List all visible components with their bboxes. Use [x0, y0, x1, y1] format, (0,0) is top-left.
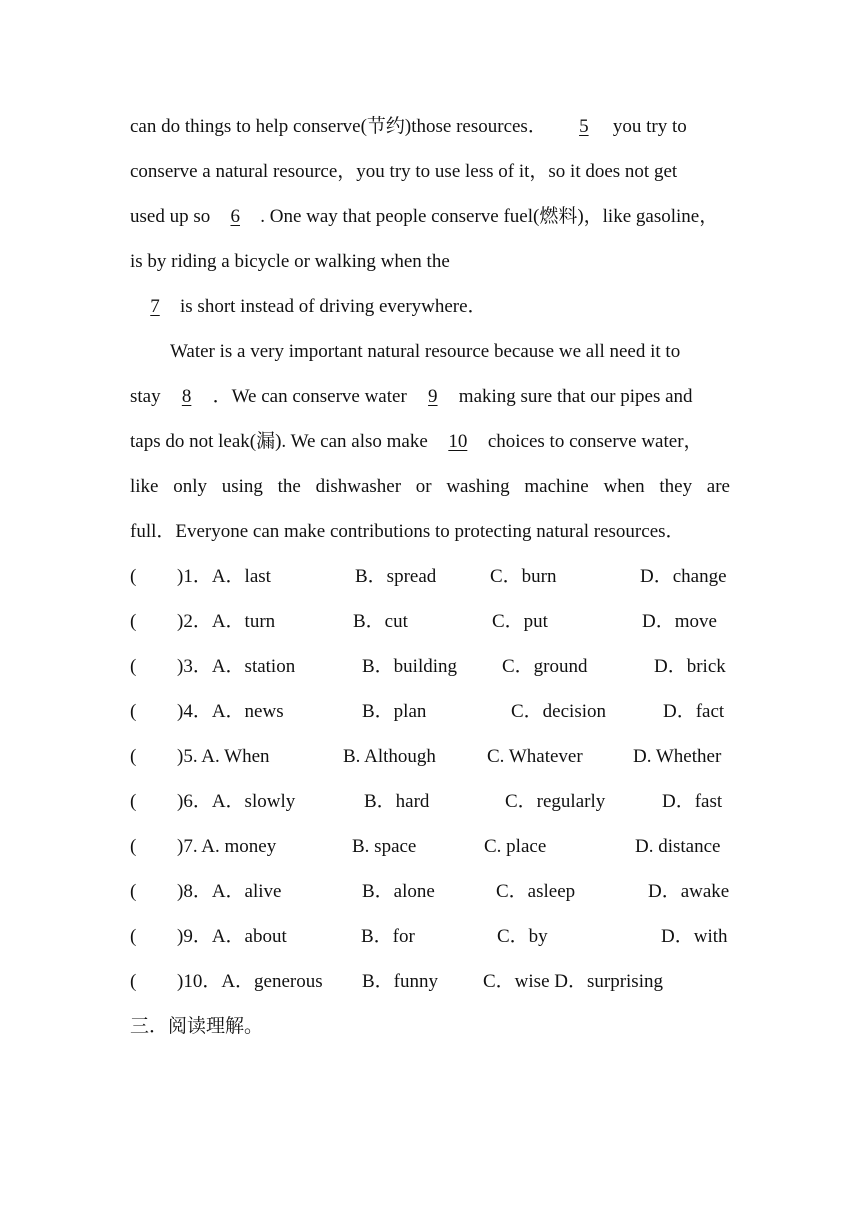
passage-text: is short instead of driving everywhere． — [180, 296, 487, 317]
option-a: )5. A. When — [177, 746, 270, 767]
passage-text: is by riding a bicycle or walking when the — [130, 251, 450, 272]
passage-line — [130, 294, 730, 320]
option-b: B．cut — [353, 611, 408, 632]
option-b: B．for — [361, 926, 415, 947]
blank-9: 9 — [428, 386, 438, 407]
option-d: D. Whether — [633, 746, 722, 767]
option-a: )8．A．alive — [177, 881, 282, 902]
option-d: D. distance — [635, 836, 721, 857]
option-a: )1．A．last — [177, 566, 271, 587]
option-a: )6．A．slowly — [177, 791, 296, 812]
answer-paren: ( — [130, 701, 137, 722]
option-c: C．decision — [511, 701, 606, 722]
option-b: B. Although — [343, 746, 436, 767]
answer-paren: ( — [130, 791, 137, 812]
option-d: D．change — [640, 566, 727, 587]
option-d: D．fast — [662, 791, 723, 812]
option-c: C. Whatever — [487, 746, 583, 767]
passage-line — [130, 474, 730, 500]
option-a: )7. A. money — [177, 836, 277, 857]
passage-line — [130, 384, 730, 410]
option-c: C．by — [497, 926, 548, 947]
passage-text: choices to conserve water， — [487, 431, 703, 452]
option-b: B．hard — [364, 791, 430, 812]
option-d: D．with — [661, 926, 728, 947]
passage-text: full．Everyone can make contributions to protecting natural resources． — [130, 521, 685, 542]
option-c: C．regularly — [505, 791, 606, 812]
option-d: D．move — [642, 611, 717, 632]
option-b: B．funny — [362, 971, 439, 992]
option-c: C．asleep — [496, 881, 576, 902]
option-a: )3．A．station — [177, 656, 296, 677]
blank-5: 5 — [579, 116, 589, 137]
answer-paren: ( — [130, 971, 137, 992]
option-b: B．alone — [362, 881, 435, 902]
answer-paren: ( — [130, 926, 137, 947]
answer-paren: ( — [130, 611, 137, 632]
passage-text: used up so — [130, 206, 211, 227]
passage-text: can do things to help conserve(节约)those resources． — [130, 116, 547, 137]
passage-line — [130, 114, 730, 140]
passage-line — [130, 204, 730, 230]
blank-10: 10 — [448, 431, 468, 452]
option-a: )10．A．generous — [177, 971, 323, 992]
answer-paren: ( — [130, 566, 137, 587]
section-heading: 三．阅读理解。 — [130, 1016, 264, 1037]
passage-line — [130, 519, 730, 545]
passage-text: you try to — [612, 116, 687, 137]
option-b: B. space — [352, 836, 417, 857]
option-c: C．ground — [502, 656, 588, 677]
option-d: D．brick — [654, 656, 726, 677]
answer-paren: ( — [130, 656, 137, 677]
passage-text: making sure that our pipes and — [458, 386, 693, 407]
option-d: D．fact — [663, 701, 725, 722]
passage-text: taps do not leak(漏). We can also make — [130, 431, 428, 452]
option-a: )9．A．about — [177, 926, 287, 947]
answer-paren: ( — [130, 836, 137, 857]
passage-line — [130, 249, 730, 275]
option-d: D．awake — [648, 881, 730, 902]
passage-text: . One way that people conserve fuel(燃料)，like gasoline， — [260, 206, 719, 227]
option-c: C．put — [492, 611, 548, 632]
passage-text: stay — [130, 386, 161, 407]
passage-text: like only using the dishwasher or washing machine when they are — [130, 476, 730, 497]
option-b: B．building — [362, 656, 458, 677]
option-c: C. place — [484, 836, 547, 857]
option-c: C．wise D．surprising — [483, 971, 663, 992]
passage-line — [130, 429, 730, 455]
passage-text: ．We can conserve water — [212, 386, 407, 407]
option-b: B．plan — [362, 701, 427, 722]
option-a: )2．A．turn — [177, 611, 276, 632]
passage-text: conserve a natural resource，you try to use less of it，so it does not get — [130, 161, 678, 182]
blank-6: 6 — [230, 206, 240, 227]
blank-8: 8 — [181, 386, 192, 407]
passage-line — [170, 339, 730, 365]
answer-paren: ( — [130, 746, 137, 767]
option-a: )4．A．news — [177, 701, 284, 722]
option-b: B．spread — [355, 566, 437, 587]
answer-paren: ( — [130, 881, 137, 902]
blank-7: 7 — [150, 296, 160, 317]
passage-text: Water is a very important natural resource because we all need it to — [170, 341, 681, 362]
passage-line — [130, 159, 730, 185]
option-c: C．burn — [490, 566, 557, 587]
